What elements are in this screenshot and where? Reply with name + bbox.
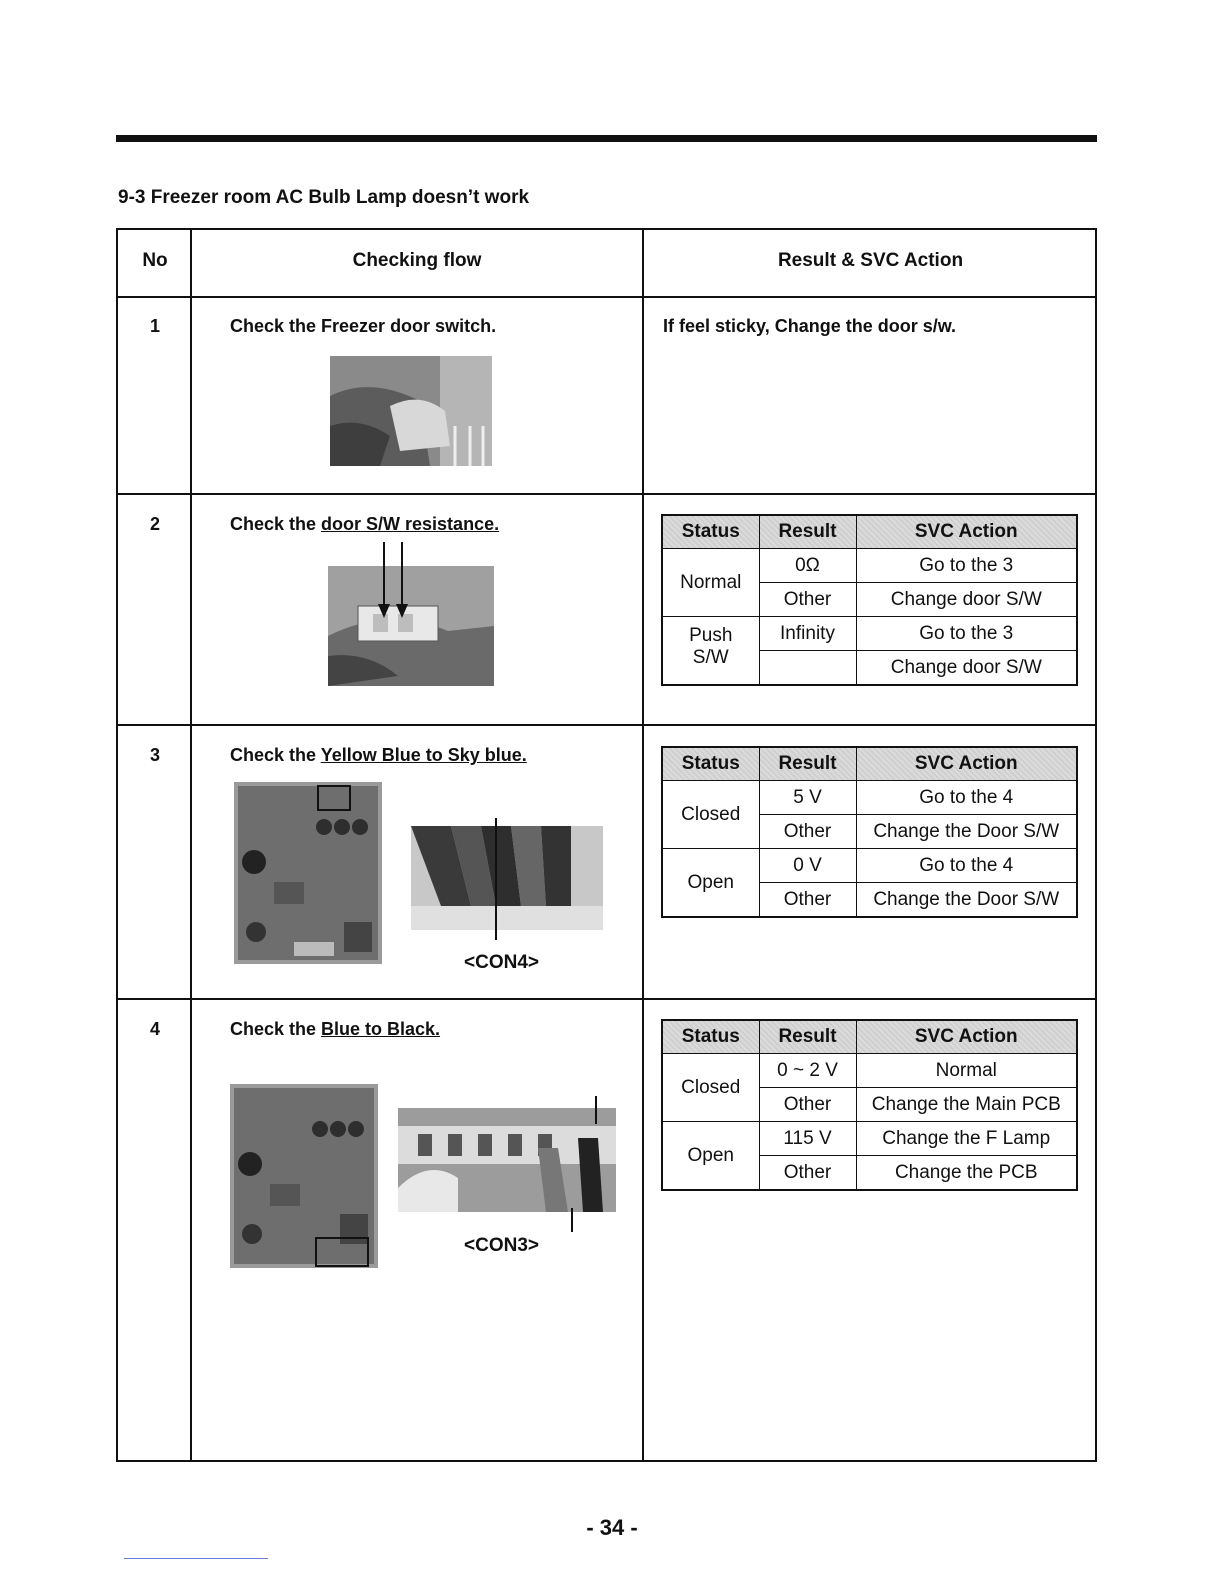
t2-status-normal: Normal — [662, 549, 759, 617]
t4-result: 115 V — [759, 1122, 856, 1156]
con3-pointer-line-top — [595, 1096, 597, 1124]
row-4-number: 4 — [149, 1019, 160, 1039]
t3-action: Change the Door S/W — [856, 815, 1077, 849]
t2-action: Change door S/W — [856, 651, 1077, 686]
door-switch-photo — [330, 356, 492, 466]
row-2-flow-prefix: Check the — [230, 514, 322, 534]
t3-action: Change the Door S/W — [856, 883, 1077, 918]
t4-status-closed: Closed — [662, 1054, 759, 1122]
header-result: Result & SVC Action — [777, 250, 964, 271]
t2-action: Go to the 3 — [856, 617, 1077, 651]
t3-result: Other — [759, 815, 856, 849]
t4-result: Other — [759, 1156, 856, 1191]
t3-action: Go to the 4 — [856, 781, 1077, 815]
t3-header-status: Status — [662, 747, 759, 781]
row-2-flow — [230, 514, 499, 535]
con3-caption: <CON3> — [464, 1235, 539, 1256]
col-divider-1 — [190, 230, 192, 1460]
t3-header-result: Result — [759, 747, 856, 781]
status-table-row-4 — [661, 1019, 1078, 1191]
row-2-flow-underlined: door S/W resistance. — [321, 514, 500, 534]
con3-connector-photo — [398, 1108, 616, 1212]
row-4-flow — [230, 1019, 440, 1040]
row-3-flow-prefix: Check the — [230, 745, 321, 765]
t2-result: Infinity — [759, 617, 856, 651]
row-3-number: 3 — [149, 745, 160, 765]
t4-action: Change the F Lamp — [856, 1122, 1077, 1156]
con3-pointer-line-bottom — [571, 1208, 573, 1232]
row-divider-2 — [118, 724, 1095, 726]
t4-action: Change the PCB — [856, 1156, 1077, 1191]
t2-result: Other — [759, 583, 856, 617]
header-no: No — [142, 250, 168, 271]
row-3-flow-underlined: Yellow Blue to Sky blue. — [320, 745, 527, 765]
t2-action: Change door S/W — [856, 583, 1077, 617]
t2-action: Go to the 3 — [856, 549, 1077, 583]
t4-result: 0 ~ 2 V — [759, 1054, 856, 1088]
header-checking-flow: Checking flow — [352, 250, 482, 271]
status-table-row-3 — [661, 746, 1078, 918]
t2-result — [759, 651, 856, 686]
t2-header-action: SVC Action — [856, 515, 1077, 549]
con4-caption: <CON4> — [464, 952, 539, 973]
row-divider-3 — [118, 998, 1095, 1000]
col-divider-2 — [642, 230, 644, 1460]
t3-result: Other — [759, 883, 856, 918]
page-number: - 34 - — [586, 1515, 638, 1540]
t2-header-status: Status — [662, 515, 759, 549]
t4-header-status: Status — [662, 1020, 759, 1054]
main-pcb-photo-2 — [230, 1084, 378, 1268]
t3-status-open: Open — [662, 849, 759, 918]
t2-header-result: Result — [759, 515, 856, 549]
t3-header-action: SVC Action — [856, 747, 1077, 781]
t2-result: 0Ω — [759, 549, 856, 583]
probe-arrows-icon — [378, 542, 418, 622]
row-1-number: 1 — [149, 316, 160, 336]
con4-pointer-line — [495, 818, 497, 940]
t4-result: Other — [759, 1088, 856, 1122]
t4-header-result: Result — [759, 1020, 856, 1054]
row-2-number: 2 — [149, 514, 160, 534]
t3-status-closed: Closed — [662, 781, 759, 849]
t2-status-push-sw: Push S/W — [662, 617, 759, 686]
top-rule — [116, 135, 1097, 142]
t3-result: 0 V — [759, 849, 856, 883]
con4-connector-photo — [411, 826, 603, 930]
row-4-flow-prefix: Check the — [230, 1019, 322, 1039]
row-4-flow-underlined: Blue to Black. — [321, 1019, 441, 1039]
t3-action: Go to the 4 — [856, 849, 1077, 883]
row-divider-header — [118, 296, 1095, 298]
t4-action: Change the Main PCB — [856, 1088, 1077, 1122]
row-1-flow — [230, 316, 496, 337]
t4-header-action: SVC Action — [856, 1020, 1077, 1054]
t4-status-open: Open — [662, 1122, 759, 1191]
main-pcb-photo-1 — [234, 782, 382, 964]
t3-result: 5 V — [759, 781, 856, 815]
t4-action: Normal — [856, 1054, 1077, 1088]
status-table-row-2 — [661, 514, 1078, 686]
row-divider-1 — [118, 493, 1095, 495]
row-3-flow — [230, 745, 527, 766]
section-title: 9-3 Freezer room AC Bulb Lamp doesn’t work — [118, 187, 530, 208]
row-1-flow-text: Check the Freezer door switch. — [230, 316, 497, 336]
row-1-result-text: If feel sticky, Change the door s/w. — [663, 316, 957, 336]
footer-link-underline — [124, 1558, 268, 1559]
